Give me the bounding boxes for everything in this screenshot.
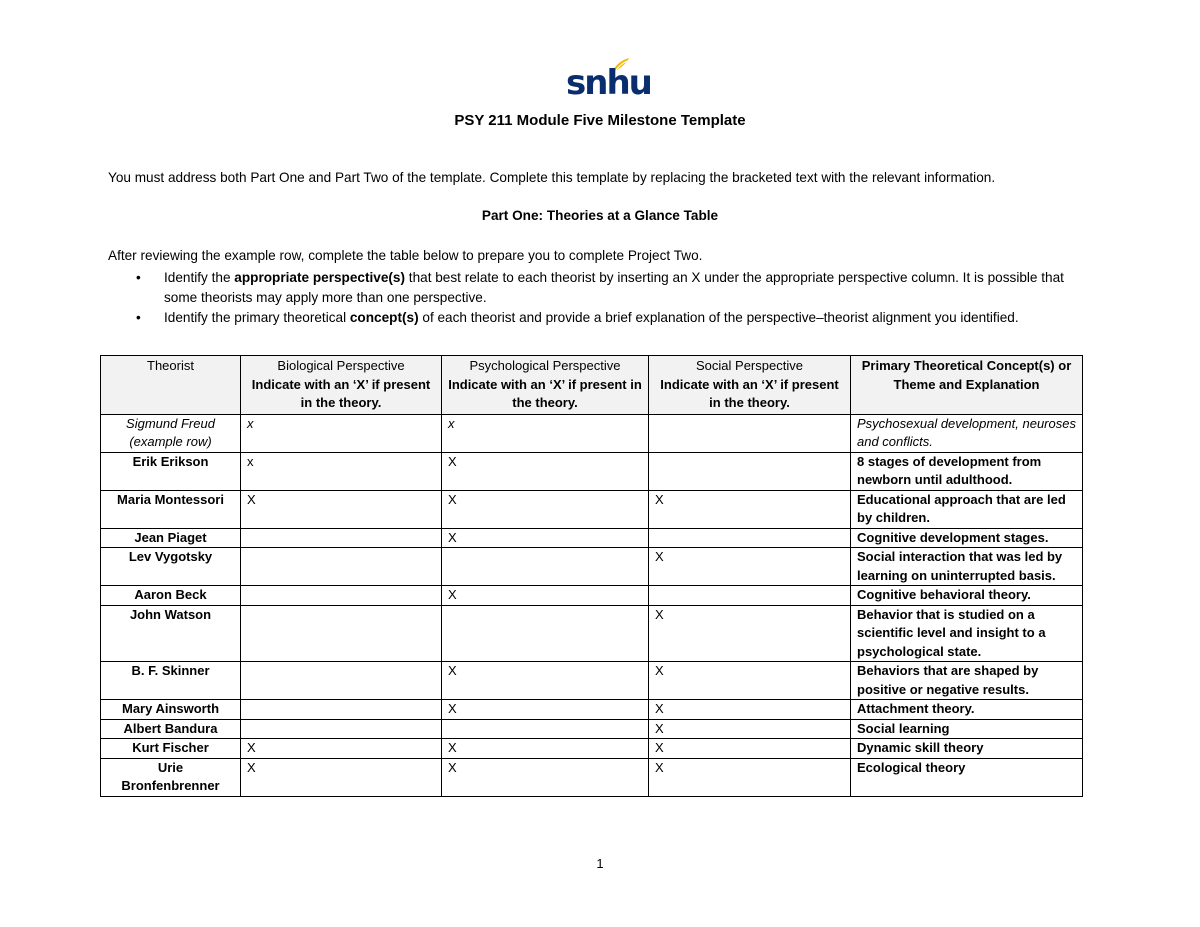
table-row: [101, 739, 1083, 759]
biological-cell: [241, 528, 442, 548]
psychological-cell: X: [442, 700, 649, 720]
table-row: [101, 758, 1083, 796]
concept-cell: Behavior that is studied on a scientific level and insight to a psychological state.: [851, 605, 1083, 662]
concept-cell: Dynamic skill theory: [851, 739, 1083, 759]
header-theorist: Theorist: [101, 356, 241, 415]
social-cell: [649, 414, 851, 452]
biological-cell: [241, 662, 442, 700]
social-cell: [649, 452, 851, 490]
social-cell: X: [649, 719, 851, 739]
biological-cell: [241, 548, 442, 586]
theorist-cell: Kurt Fischer: [101, 739, 241, 759]
psychological-cell: x: [442, 414, 649, 452]
header-social: Social Perspective Indicate with an ‘X’ if present in the theory.: [649, 356, 851, 415]
theorist-cell: B. F. Skinner: [101, 662, 241, 700]
concept-cell: Social learning: [851, 719, 1083, 739]
table-row: [101, 414, 1083, 452]
bullet-item: • Identify the primary theoretical concept(s) of each theorist and provide a brief explanation of the perspective–theorist alignment you identified.: [108, 308, 1088, 328]
concept-cell: Educational approach that are led by children.: [851, 490, 1083, 528]
page-title: PSY 211 Module Five Milestone Template: [454, 112, 746, 129]
social-cell: [649, 528, 851, 548]
social-cell: [649, 586, 851, 606]
header-psychological: Psychological Perspective Indicate with an ‘X’ if present in the theory.: [442, 356, 649, 415]
concept-cell: Behaviors that are shaped by positive or negative results.: [851, 662, 1083, 700]
psychological-cell: X: [442, 528, 649, 548]
table-body: [101, 414, 1083, 796]
biological-cell: x: [241, 452, 442, 490]
social-cell: X: [649, 700, 851, 720]
social-cell: X: [649, 548, 851, 586]
psychological-cell: X: [442, 758, 649, 796]
psychological-cell: X: [442, 452, 649, 490]
psychological-cell: [442, 548, 649, 586]
header-concept: Primary Theoretical Concept(s) or Theme and Explanation: [851, 356, 1083, 415]
theorist-cell: Erik Erikson: [101, 452, 241, 490]
table-row: [101, 605, 1083, 662]
table-row: [101, 586, 1083, 606]
psychological-cell: X: [442, 490, 649, 528]
logo-wordmark: snhu: [566, 63, 651, 103]
concept-cell: Ecological theory: [851, 758, 1083, 796]
instruction-bullets: [108, 268, 1088, 329]
intro-paragraph: You must address both Part One and Part Two of the template. Complete this template by replacing the bracketed text with the relevant information.: [108, 170, 996, 185]
bullet-icon: •: [136, 270, 141, 285]
biological-cell: X: [241, 758, 442, 796]
psychological-cell: X: [442, 662, 649, 700]
snhu-logo: [564, 56, 651, 104]
psychological-cell: X: [442, 739, 649, 759]
theorist-cell: Maria Montessori: [101, 490, 241, 528]
table-row: [101, 548, 1083, 586]
table-header-row: [101, 356, 1083, 415]
social-cell: X: [649, 739, 851, 759]
biological-cell: x: [241, 414, 442, 452]
social-cell: X: [649, 662, 851, 700]
table-row: [101, 490, 1083, 528]
theorist-cell: Sigmund Freud (example row): [101, 414, 241, 452]
bullet-item: • Identify the appropriate perspective(s) that best relate to each theorist by inserting an X under the appropriate perspective column. It is possible that some theorists may apply more than one perspective.: [136, 270, 1064, 305]
bullet-icon: •: [136, 310, 141, 325]
theorist-cell: Jean Piaget: [101, 528, 241, 548]
biological-cell: [241, 586, 442, 606]
biological-cell: [241, 605, 442, 662]
psychological-cell: [442, 605, 649, 662]
header-biological: Biological Perspective Indicate with an ‘X’ if present in the theory.: [241, 356, 442, 415]
theories-table: [100, 355, 1083, 797]
theorist-cell: Urie Bronfenbrenner: [101, 758, 241, 796]
biological-cell: X: [241, 739, 442, 759]
social-cell: X: [649, 758, 851, 796]
table-row: [101, 452, 1083, 490]
biological-cell: X: [241, 490, 442, 528]
concept-cell: Cognitive development stages.: [851, 528, 1083, 548]
table-row: [101, 719, 1083, 739]
table-row: [101, 662, 1083, 700]
social-cell: X: [649, 605, 851, 662]
theorist-cell: Mary Ainsworth: [101, 700, 241, 720]
theorist-cell: Albert Bandura: [101, 719, 241, 739]
psychological-cell: [442, 719, 649, 739]
social-cell: X: [649, 490, 851, 528]
concept-cell: Psychosexual development, neuroses and conflicts.: [851, 414, 1083, 452]
concept-cell: Attachment theory.: [851, 700, 1083, 720]
theorist-cell: John Watson: [101, 605, 241, 662]
theorist-cell: Aaron Beck: [101, 586, 241, 606]
biological-cell: [241, 719, 442, 739]
page-number: 1: [596, 856, 604, 871]
part-one-heading: Part One: Theories at a Glance Table: [481, 208, 719, 223]
concept-cell: 8 stages of development from newborn until adulthood.: [851, 452, 1083, 490]
instructions-text: After reviewing the example row, complete the table below to prepare you to complete Project Two.: [108, 248, 703, 263]
psychological-cell: X: [442, 586, 649, 606]
concept-cell: Cognitive behavioral theory.: [851, 586, 1083, 606]
table-row: [101, 700, 1083, 720]
biological-cell: [241, 700, 442, 720]
theorist-cell: Lev Vygotsky: [101, 548, 241, 586]
table-row: [101, 528, 1083, 548]
concept-cell: Social interaction that was led by learning on uninterrupted basis.: [851, 548, 1083, 586]
